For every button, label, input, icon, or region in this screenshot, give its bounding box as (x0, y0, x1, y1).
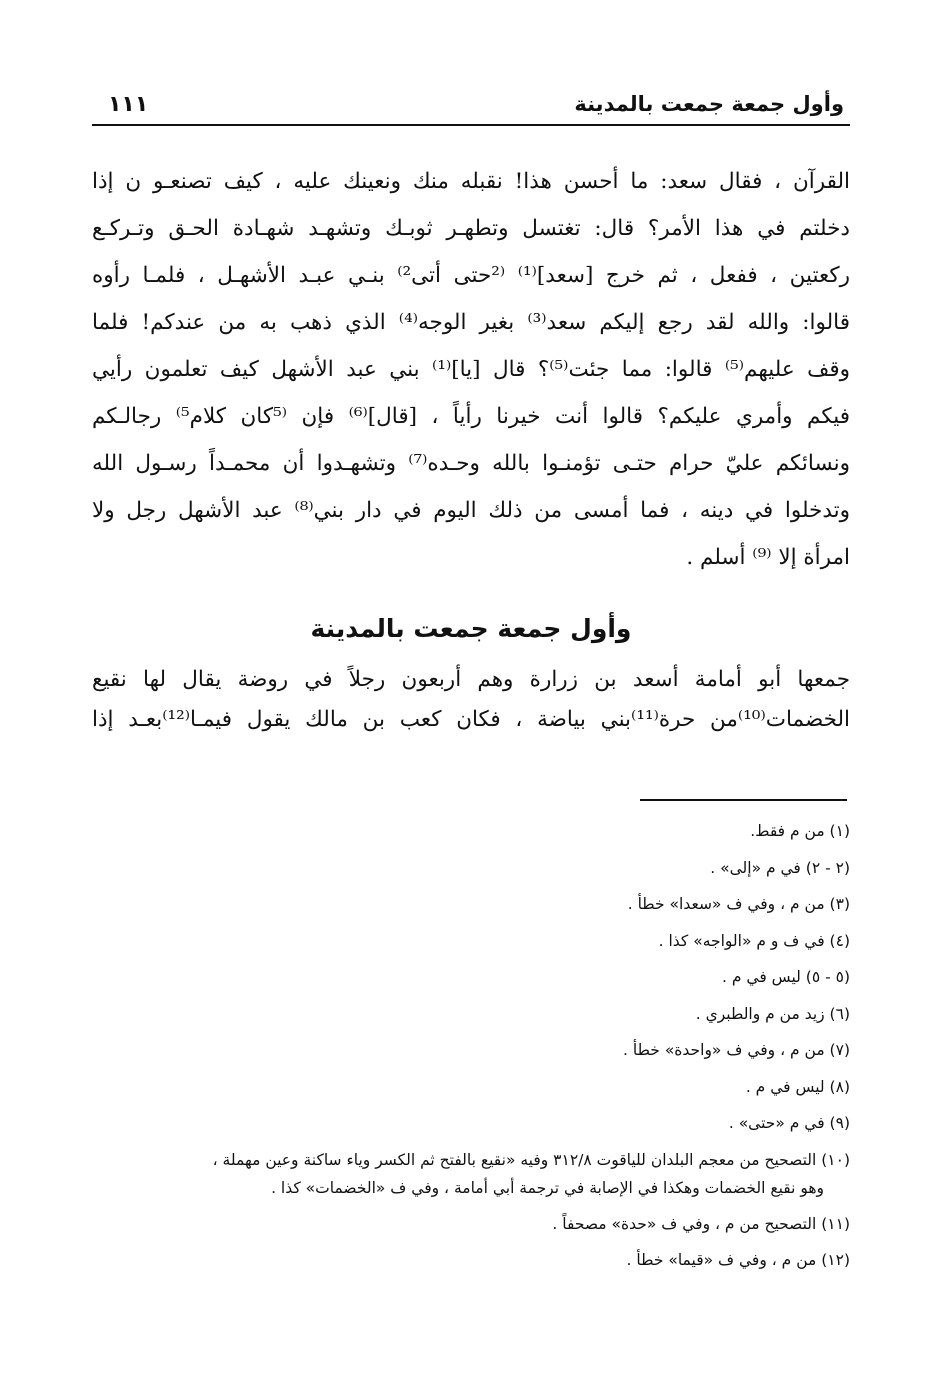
footnote: (٩) في م «حتى» . (728, 1114, 850, 1132)
footnote: (٧) من م ، وفي ف «واحدة» خطأ . (623, 1041, 850, 1059)
footnote (92, 1142, 850, 1206)
footnotes-list (92, 813, 850, 1279)
footnote: (٦) زيد من م والطبري . (695, 1004, 850, 1023)
text-line: دخلتم في هذا الأمر؟ قال: تغتسل وتطهـر ثوبـك وتشهـد شهـادة الحـق وتـركـع (92, 216, 850, 241)
text-line: ونسائكم عليّ حرام حتـى تؤمنـوا بالله وحـده⁽⁷⁾ وتشهـدوا أن محمـداً رسـول الله (92, 451, 850, 476)
text-line: قالوا: والله لقد رجع إليكم سعد⁽³⁾ بغير الوجه⁽⁴⁾ الذي ذهب به من عندكم! فلما (92, 310, 850, 335)
footnote: (١٢) من م ، وفي ف «قيما» خطأ . (626, 1251, 850, 1269)
text-line: ركعتين ، ففعل ، ثم خرج [سعد]⁽¹⁾ ⁽²حتى أتى²⁾ بنـي عبـد الأشهـل ، فلمـا رأوه (92, 263, 850, 288)
footnote-divider (640, 799, 847, 801)
text-line: جمعها أبو أمامة أسعد بن زرارة وهم أربعون رجلاً في روضة يقال لها نقيع (92, 667, 850, 692)
text-line: القرآن ، فقال سعد: ما أحسن هذا! نقبله منك ونعينك عليه ، كيف تصنعـو ن إذا (92, 169, 850, 194)
footnote: (٤) في ف و م «الواجه» كذا . (658, 931, 850, 950)
footnote: (٢ - ٢) في م «إلى» . (710, 858, 850, 877)
page-number: ١١١ (108, 92, 149, 117)
section-heading: وأول جمعة جمعت بالمدينة (310, 614, 632, 643)
main-paragraph (92, 158, 850, 581)
footnote: (٥ - ٥) ليس في م . (722, 968, 850, 986)
footnote-text: (١٠) التصحيح من معجم البلدان للياقوت ٣١٢/٨ وفيه «نقيع بالفتح ثم الكسر وياء ساكنة وعين مهملة ، (212, 1150, 850, 1169)
running-title: وأول جمعة جمعت بالمدينة (574, 92, 844, 116)
footnote: (١) من م فقط. (750, 822, 850, 840)
footnote: (٣) من م ، وفي ف «سعدا» خطأ . (627, 895, 850, 913)
footnote-continuation: وهو نقيع الخضمات وهكذا في الإصابة في ترجمة أبي أمامة ، وفي ف «الخضمات» كذا . (271, 1178, 824, 1197)
text-line: وتدخلوا في دينه ، فما أمسى من ذلك اليوم في دار بني⁽⁸⁾ عبد الأشهل رجل ولا (92, 498, 850, 523)
running-header (92, 90, 850, 126)
footnote: (١١) التصحيح من م ، وفي ف «حدة» مصحفاً . (552, 1214, 850, 1233)
footnote: (٨) ليس في م . (745, 1077, 850, 1096)
text-line: وقف عليهم⁽⁵⁾ قالوا: مما جئت⁽⁵⁾؟ قال [يا]⁽¹⁾ بني عبد الأشهل كيف تعلمون رأيي (92, 357, 850, 382)
section-paragraph (92, 660, 850, 740)
text-line: امرأة إلا ⁽⁹⁾ أسلم . (686, 545, 850, 570)
text-line: فيكم وأمري عليكم؟ قالوا أنت خيرنا رأياً ، [قال]⁽⁶⁾ فإن ⁽⁵كان كلام⁵⁾ رجالـكم (92, 404, 850, 429)
text-line: الخضمات⁽¹⁰⁾من حرة⁽¹¹⁾بني بياضة ، فكان كعب بن مالك يقول فيمـا⁽¹²⁾بعـد إذا (92, 707, 850, 732)
